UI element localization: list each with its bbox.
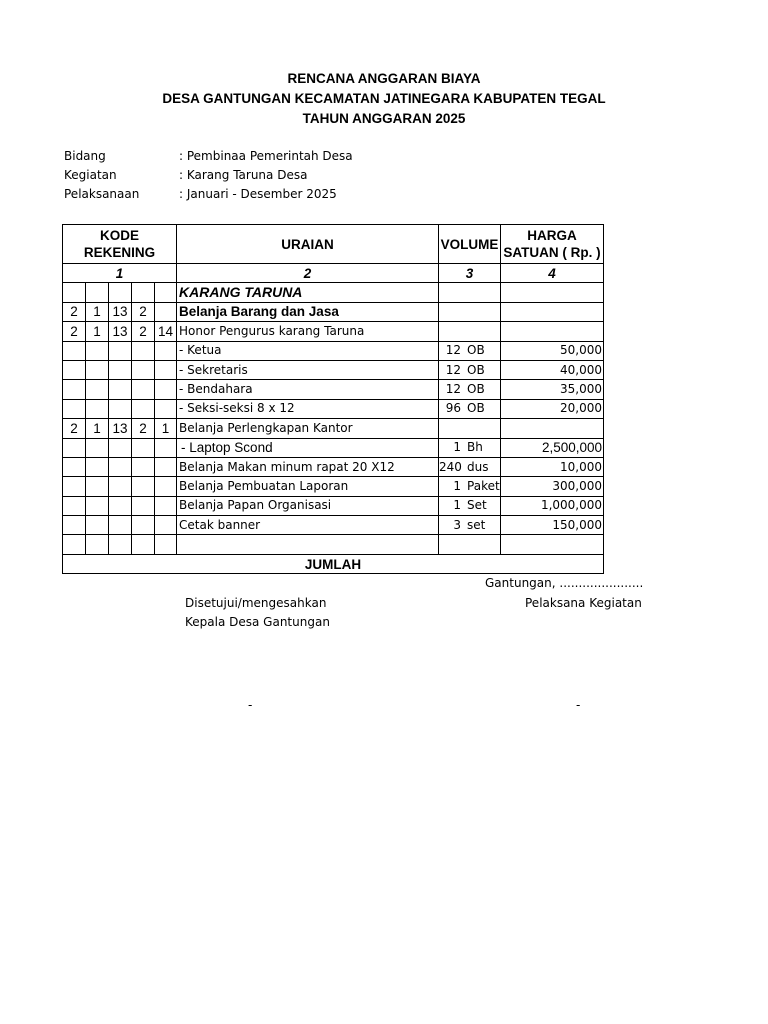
uraian-cell: - Bendahara	[177, 380, 439, 399]
table-row	[63, 341, 604, 360]
jumlah-label: JUMLAH	[63, 554, 604, 573]
doc-subtitle-year: TAHUN ANGGARAN 2025	[302, 111, 466, 126]
kode-cell: 1	[155, 419, 177, 438]
kode-cell	[155, 399, 177, 418]
table-row	[63, 302, 604, 321]
header-row	[63, 225, 604, 264]
volume-unit: set	[467, 517, 486, 532]
volume-qty: 1	[453, 498, 462, 513]
kode-cell	[155, 302, 177, 321]
kode-cell	[109, 477, 132, 496]
table-row	[63, 438, 604, 457]
kode-cell: 13	[109, 419, 132, 438]
volume-cell	[439, 399, 501, 418]
harga-cell	[501, 419, 604, 438]
table-row	[63, 380, 604, 399]
volume-qty: 96	[445, 401, 462, 416]
bidang-value: : Pembinaa Pemerintah Desa	[179, 149, 353, 163]
table-row	[63, 457, 604, 476]
volume-cell	[439, 380, 501, 399]
kode-cell	[63, 438, 86, 457]
kode-cell: 2	[132, 419, 155, 438]
volume-unit: dus	[467, 459, 489, 474]
header-kode-rekening: KODE REKENING	[63, 225, 177, 264]
kode-cell	[86, 283, 109, 302]
kode-cell	[155, 457, 177, 476]
volume-cell	[439, 516, 501, 535]
harga-cell: 50,000	[501, 341, 604, 360]
kode-cell	[63, 399, 86, 418]
uraian-cell: - Seksi-seksi 8 x 12	[177, 399, 439, 418]
kode-cell	[86, 516, 109, 535]
volume-qty: 12	[445, 362, 462, 377]
harga-cell: 10,000	[501, 457, 604, 476]
header-volume: VOLUME	[439, 225, 501, 264]
table-row	[63, 360, 604, 379]
harga-cell	[501, 535, 604, 554]
uraian-cell: Belanja Makan minum rapat 20 X12	[177, 457, 439, 476]
kode-cell	[86, 496, 109, 515]
jumlah-row	[63, 554, 604, 573]
kode-cell	[63, 283, 86, 302]
kode-cell	[132, 516, 155, 535]
kode-cell	[155, 283, 177, 302]
doc-title: RENCANA ANGGARAN BIAYA	[287, 71, 481, 86]
volume-unit: OB	[467, 362, 485, 377]
kode-cell	[109, 341, 132, 360]
harga-cell	[501, 283, 604, 302]
uraian-cell: - Laptop Scond	[177, 438, 439, 457]
budget-table	[62, 224, 604, 574]
kode-cell: 13	[109, 302, 132, 321]
executor-label: Pelaksana Kegiatan	[525, 596, 642, 610]
kode-cell	[132, 360, 155, 379]
volume-cell	[439, 457, 501, 476]
kode-cell	[86, 341, 109, 360]
kode-cell: 1	[86, 322, 109, 341]
kode-cell	[86, 380, 109, 399]
uraian-cell: Cetak banner	[177, 516, 439, 535]
kode-cell	[109, 283, 132, 302]
volume-cell	[439, 419, 501, 438]
volume-qty: 12	[445, 382, 462, 397]
volume-cell	[439, 360, 501, 379]
kode-cell: 2	[63, 302, 86, 321]
volume-qty: 1	[453, 478, 462, 493]
volume-qty: 3	[453, 517, 462, 532]
kode-cell: 14	[155, 322, 177, 341]
volume-unit: OB	[467, 382, 485, 397]
pelaksanaan-value: : Januari - Desember 2025	[179, 187, 337, 201]
volume-unit: OB	[467, 401, 485, 416]
table-row	[63, 283, 604, 302]
volume-cell	[439, 283, 501, 302]
kode-cell	[132, 399, 155, 418]
col-number-4: 4	[501, 264, 604, 283]
table-row	[63, 535, 604, 554]
kode-cell	[132, 283, 155, 302]
kegiatan-value: : Karang Taruna Desa	[179, 168, 308, 182]
kode-cell	[132, 477, 155, 496]
kode-cell	[86, 360, 109, 379]
kode-cell: 1	[86, 419, 109, 438]
kode-cell	[86, 477, 109, 496]
volume-unit: OB	[467, 343, 485, 358]
volume-qty: 12	[445, 343, 462, 358]
harga-cell: 1,000,000	[501, 496, 604, 515]
kode-cell	[109, 535, 132, 554]
harga-cell: 300,000	[501, 477, 604, 496]
executor-signature: -	[576, 698, 581, 712]
kode-cell	[155, 380, 177, 399]
kode-cell	[63, 477, 86, 496]
pelaksanaan-label: Pelaksanaan	[64, 187, 140, 201]
village-head-signature: -	[248, 698, 253, 712]
harga-cell	[501, 302, 604, 321]
kode-cell	[63, 516, 86, 535]
volume-cell	[439, 302, 501, 321]
kode-cell	[109, 457, 132, 476]
table-row	[63, 399, 604, 418]
kode-cell	[63, 535, 86, 554]
kode-cell	[132, 496, 155, 515]
village-head-label: Kepala Desa Gantungan	[185, 615, 330, 629]
signing-place-date: Gantungan, ......................	[485, 576, 644, 590]
kode-cell	[155, 535, 177, 554]
kode-cell	[109, 438, 132, 457]
doc-subtitle-village: DESA GANTUNGAN KECAMATAN JATINEGARA KABUPATEN TEGAL	[162, 91, 606, 106]
kode-cell	[132, 341, 155, 360]
kode-cell	[109, 380, 132, 399]
kode-cell: 2	[132, 322, 155, 341]
header-harga-satuan: HARGA SATUAN ( Rp. )	[501, 225, 604, 264]
table-row	[63, 516, 604, 535]
table-row	[63, 496, 604, 515]
kode-cell: 2	[132, 302, 155, 321]
kode-cell	[155, 516, 177, 535]
kode-cell	[155, 438, 177, 457]
table-row	[63, 419, 604, 438]
volume-cell	[439, 477, 501, 496]
volume-cell	[439, 535, 501, 554]
header-uraian: URAIAN	[177, 225, 439, 264]
col-number-2: 2	[177, 264, 439, 283]
kode-cell	[155, 496, 177, 515]
uraian-cell: Belanja Pembuatan Laporan	[177, 477, 439, 496]
uraian-cell: - Sekretaris	[177, 360, 439, 379]
kode-cell	[109, 516, 132, 535]
kegiatan-label: Kegiatan	[64, 168, 117, 182]
harga-cell: 20,000	[501, 399, 604, 418]
harga-cell: 35,000	[501, 380, 604, 399]
table-row	[63, 322, 604, 341]
volume-qty: 240	[439, 459, 462, 474]
kode-cell	[63, 341, 86, 360]
kode-cell	[86, 457, 109, 476]
volume-qty: 1	[453, 440, 462, 455]
kode-cell	[63, 496, 86, 515]
volume-cell	[439, 496, 501, 515]
kode-cell	[132, 438, 155, 457]
uraian-cell: - Ketua	[177, 341, 439, 360]
volume-unit: Set	[467, 498, 487, 513]
volume-unit: Bh	[467, 440, 483, 455]
kode-cell	[155, 360, 177, 379]
kode-cell	[86, 438, 109, 457]
kode-cell: 13	[109, 322, 132, 341]
volume-cell	[439, 438, 501, 457]
uraian-cell	[177, 535, 439, 554]
kode-cell	[63, 360, 86, 379]
bidang-label: Bidang	[64, 149, 106, 163]
kode-cell	[155, 341, 177, 360]
kode-cell	[86, 399, 109, 418]
kode-cell	[132, 535, 155, 554]
kode-cell	[63, 457, 86, 476]
approval-label: Disetujui/mengesahkan	[185, 596, 327, 610]
kode-cell	[109, 360, 132, 379]
kode-cell	[132, 380, 155, 399]
kode-cell: 1	[86, 302, 109, 321]
kode-cell	[63, 380, 86, 399]
table-row	[63, 477, 604, 496]
kode-cell: 2	[63, 419, 86, 438]
harga-cell: 40,000	[501, 360, 604, 379]
col-number-3: 3	[439, 264, 501, 283]
column-number-row	[63, 264, 604, 283]
col-number-1: 1	[63, 264, 177, 283]
kode-cell	[155, 477, 177, 496]
uraian-cell: Belanja Papan Organisasi	[177, 496, 439, 515]
kode-cell	[109, 496, 132, 515]
volume-unit: Paket	[467, 478, 500, 493]
volume-cell	[439, 322, 501, 341]
uraian-cell: Honor Pengurus karang Taruna	[177, 322, 439, 341]
volume-cell	[439, 341, 501, 360]
kode-cell	[109, 399, 132, 418]
harga-cell	[501, 322, 604, 341]
uraian-cell: Belanja Perlengkapan Kantor	[177, 419, 439, 438]
kode-cell	[86, 535, 109, 554]
kode-cell	[132, 457, 155, 476]
kode-cell: 2	[63, 322, 86, 341]
uraian-cell: KARANG TARUNA	[177, 283, 439, 302]
harga-cell: 2,500,000	[501, 438, 604, 457]
harga-cell: 150,000	[501, 516, 604, 535]
uraian-cell: Belanja Barang dan Jasa	[177, 302, 439, 321]
